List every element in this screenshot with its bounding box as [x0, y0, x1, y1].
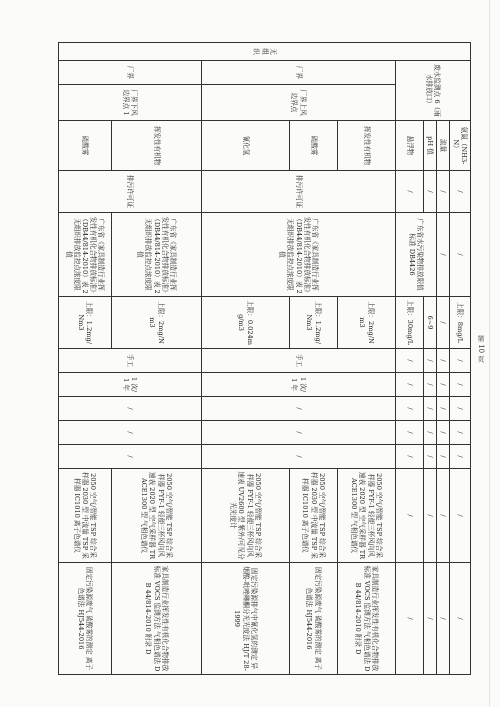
component-cell: pH 值	[424, 121, 437, 171]
table-row	[424, 43, 437, 675]
cell: /	[396, 171, 424, 213]
limit-cell: 上限：1.2mg/Nm3	[290, 297, 338, 349]
cell: /	[424, 397, 437, 421]
component-cell: 氰化氢	[202, 121, 290, 171]
method-cell: 家具制造行业挥发性有机化合物排放标准 VOCS 监测方法 气相色谱法 DB 44/814-2010 附录 D	[338, 563, 396, 675]
component-cell: 流量	[437, 121, 450, 171]
table-row	[396, 43, 424, 675]
cell: /	[450, 373, 471, 397]
limit-cell: 上限：30mg/L	[396, 297, 424, 349]
outfall-cell: 废水监测点 6（雨水排放口）	[396, 61, 471, 121]
cell: /	[437, 445, 450, 469]
cell: /	[396, 349, 424, 373]
component-cell: 硫酸雾	[59, 121, 112, 171]
table-row	[450, 43, 471, 675]
cell: /	[202, 397, 396, 421]
cell: /	[424, 445, 437, 469]
cell: /	[437, 563, 450, 675]
page-number: 第 10 页	[477, 335, 485, 363]
cell: /	[396, 563, 424, 675]
cell: /	[396, 397, 424, 421]
table-row	[112, 43, 202, 675]
cell: /	[437, 349, 450, 373]
table-row	[338, 43, 396, 675]
standard-cell: 广东省《家具制造行业挥发性有机化合物排放标准》（DB44/814-2010）表 2 无组织排放监控点浓度限值	[112, 213, 202, 297]
standard-cell: 广东省《家具制造行业挥发性有机化合物排放标准》（DB44/814-2010）表 2 无组织排放监控点浓度限值	[202, 213, 396, 297]
mode-cell: 手工	[202, 349, 396, 373]
limit-cell: 上限：0.024mg/m3	[202, 297, 290, 349]
cell: /	[424, 349, 437, 373]
cell: /	[396, 445, 424, 469]
cell: /	[202, 445, 396, 469]
cell: /	[437, 213, 450, 297]
monitoring-table	[58, 42, 471, 675]
cell: /	[437, 297, 450, 349]
sampling-cell: 2050 空气/智能 TSP 综合采样器 FYF-1 轻便三杯风向风速表 UV2600 型 紫外/可见分光光度计	[202, 469, 290, 563]
standard-cell: 广东省水污染物排放限值标准 DB4426	[396, 213, 437, 297]
freq-cell: 1 次/1 年	[202, 373, 396, 397]
cell: /	[424, 373, 437, 397]
cell: /	[396, 373, 424, 397]
component-cell: 挥发性有机物	[338, 121, 396, 171]
source-cell: 排污许可证	[59, 171, 202, 213]
sampling-cell: 2050 空气/智能 TSP 综合采样器 FYF-1 轻便三杯风向风速表 2020 型 空气采样器 TRACE1300 型 气相色谱仪	[338, 469, 396, 563]
group-cell: 无组织	[59, 43, 471, 61]
component-cell: 氨氮（NH3-N）	[450, 121, 471, 171]
cell: /	[437, 171, 450, 213]
component-cell: 悬浮物	[396, 121, 424, 171]
limit-cell: 上限：1.2mg/Nm3	[59, 297, 112, 349]
method-cell: 固定污染源排气中氰化氢的测定 异烟酸-吡唑啉酮分光光度法 HJ/T 28-1999	[202, 563, 290, 675]
method-cell: /	[450, 563, 471, 675]
limit-cell: 上限：2mg/Nm3	[112, 297, 202, 349]
component-cell: 挥发性有机物	[112, 121, 202, 171]
cell: /	[59, 397, 202, 421]
sampling-cell: 2050 空气/智能 TSP 综合采样器 2030 型 中流量 TSP 采样器 IC1010 离子色谱仪	[290, 469, 338, 563]
cell: /	[59, 445, 202, 469]
freq-cell: 1 次/1 年	[59, 373, 202, 397]
method-cell: 固定污染源废气 硫酸雾的测定 离子色谱法 HJ544-2016	[59, 563, 112, 675]
cell: /	[437, 397, 450, 421]
sampling-cell: 2050 空气/智能 TSP 综合采样器 FYF-1 轻便三杯风向风速表 2020 型 空气采样器 TRACE1300 型 气相色谱仪	[112, 469, 202, 563]
method-cell: 家具制造行业挥发性有机化合物排放标准 VOCS 监测方法 气相色谱法 DB 44/814-2010 附录 D	[112, 563, 202, 675]
cell: /	[59, 421, 202, 445]
component-cell: 硫酸雾	[290, 121, 338, 171]
limit-cell: 6~9	[424, 297, 437, 349]
limit-cell: 上限：2mg/Nm3	[338, 297, 396, 349]
table-row	[437, 43, 450, 675]
cell: /	[450, 445, 471, 469]
method-cell: 固定污染源废气 硫酸雾的测定 离子色谱法 HJ544-2016	[290, 563, 338, 675]
source-cell: /	[450, 171, 471, 213]
scan-edge	[489, 0, 490, 707]
sub-point-cell: 厂界下风边界点 1	[59, 85, 202, 121]
standard-cell: 广东省《家具制造行业挥发性有机化合物排放标准》（DB44/814-2010）表 2 无组织排放监控点浓度限值	[59, 213, 112, 297]
cell: /	[202, 421, 396, 445]
limit-cell: 上限：8mg/L	[450, 297, 471, 349]
cell: /	[450, 421, 471, 445]
sampling-cell: /	[450, 469, 471, 563]
cell: /	[396, 421, 424, 445]
cell: /	[437, 469, 450, 563]
mode-cell: 手工	[59, 349, 202, 373]
cell: /	[396, 469, 424, 563]
cell: /	[424, 421, 437, 445]
mode-cell: /	[450, 349, 471, 373]
cell: /	[450, 397, 471, 421]
point-cell: 厂界	[202, 61, 396, 85]
cell: /	[424, 171, 437, 213]
cell: /	[424, 563, 437, 675]
cell: /	[437, 421, 450, 445]
point-cell: 厂界	[59, 61, 202, 85]
sub-point-cell: 厂界上风边界点	[202, 85, 396, 121]
sampling-cell: 2050 空气/智能 TSP 综合采样器 2030 型 中流量 TSP 采样器 IC1010 离子色谱仪	[59, 469, 112, 563]
cell: /	[424, 469, 437, 563]
source-cell: 排污许可证	[202, 171, 396, 213]
rotated-table-wrapper	[59, 42, 471, 674]
cell: /	[437, 373, 450, 397]
standard-cell: /	[450, 213, 471, 297]
